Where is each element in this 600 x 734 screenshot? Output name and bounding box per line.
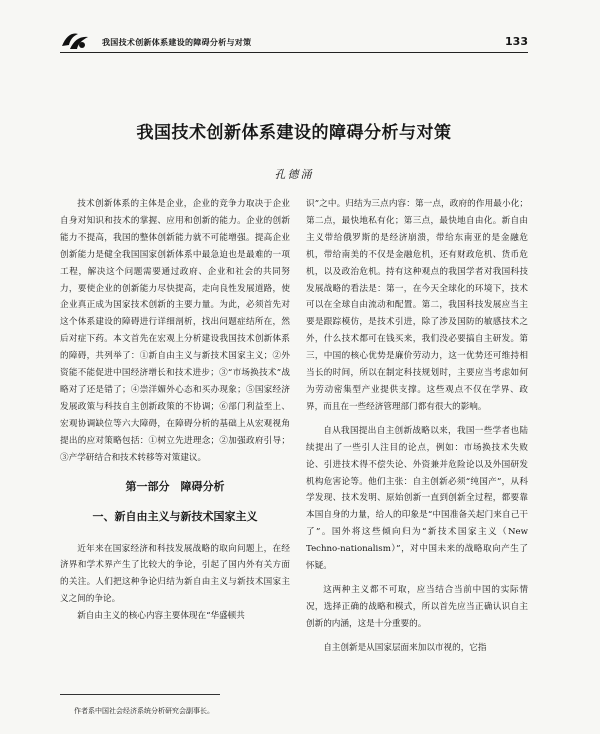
body-paragraph: 近年来在国家经济和科技发展战略的取向问题上，在经济界和学术界产生了比较大的争论，引起了国内外有关方面的关注。人们把这种争论归结为新自由主义与新技术国家主义之间的争论。 [60, 543, 290, 605]
running-title: 我国技术创新体系建设的障碍分析与对策 [102, 38, 252, 47]
running-header [60, 30, 528, 52]
part-heading: 第一部分 障碍分析 [125, 479, 225, 493]
header-rule [60, 52, 528, 53]
body-paragraph: 新自由主义的核心内容主要体现在“华盛顿共 [77, 611, 245, 622]
right-column [306, 196, 528, 657]
article-title: 我国技术创新体系建设的障碍分析与对策 [136, 123, 452, 143]
author-footnote: 作者系中国社会经济系统分析研究会副事长。 [74, 707, 214, 715]
body-paragraph: 这两种主义都不可取，应当结合当前中国的实际情况，选择正确的战略和模式，所以首先应当正确认识自主创新的内涵，这是十分重要的。 [306, 584, 528, 629]
journal-logo-icon [60, 30, 90, 52]
article-author: 孔德涌 [274, 168, 314, 181]
footnote-rule [60, 694, 220, 695]
body-paragraph: 识”之中。归结为三点内容：第一点，政府的作用最小化；第二点，最快地私有化；第三点，最快地自由化。新自由主义带给俄罗斯的是经济崩溃，带给东南亚的是金融危机，带给南美的不仅是金融危机，还有财政危机、货币危机，以及政治危机。持有这种观点的我国学者对我国科技发展战略的看法是：第一，在今天全球化的环境下，技术可以在全球自由流动和配置。第二，我国科技发展应当主要是跟踪模仿，是技术引进，除了涉及国防的敏感技术之外，什么技术都可在钱买来，我们没必要搞自主研发。第三，中国的核心优势是廉价劳动力，这一优势还可维持相当长的时间，所以在制定科技规划时，主要应当考虑如何为劳动密集型产业提供支撑。这些观点不仅在学界、政界，而且在一些经济管理部门都有很大的影响。 [306, 199, 528, 412]
body-paragraph: 自主创新是从国家层面来加以市视的，它指 [323, 642, 487, 653]
left-column [60, 196, 290, 625]
section-heading: 一、新自由主义与新技术国家主义 [92, 509, 258, 523]
intro-paragraph: 技术创新体系的主体是企业，企业的竞争力取决于企业自身对知识和技术的掌握、应用和创新的能力。企业的创新能力不提高，我国的整体创新能力就不可能增强。提高企业创新能力是健全我国国家创新体系中最急迫也是最难的一项工程，解决这个问题需要通过政府、企业和社会的共同努力，要使企业的创新能力尽快提高，走向良性发展道路，使企业真正成为国家技术创新的主要力量。为此，必须首先对这个体系建设的障碍进行详细剖析，找出问题症结所在，然后对症下药。本文首先在宏观上分析建设我国技术创新体系的障碍，共列举了：①新自由主义与新技术国家主义；②外资能不能促进中国经济增长和技术进步；③“市场换技术”战略对了还是错了；④崇洋媚外心态和买办现象；⑤国家经济发展政策与科技自主创新政策的不协调；⑥部门利益至上、宏观协调缺位等六大障碍，在障碍分析的基础上从宏观视角提出的应对策略包括：①树立先进理念；②加强政府引导；③产学研结合和技术转移等对策建议。 [60, 199, 290, 463]
body-paragraph: 自从我国提出自主创新战略以来，我国一些学者也陆续提出了一些引人注目的论点，例如：市场换技术失败论、引进技术得不偿失论、外资兼并危险论以及外国研发机构危害论等。他们主张：自主创新必须“纯国产”，从科学发现、技术发明、原始创新一直到创新全过程，都要靠本国自身的力量，给人的印象是“中国准备关起门来自己干了”。国外将这些倾向归为“新技术国家主义（New Techno-nationalism）”，对中国未来的战略取向产生了怀疑。 [306, 425, 528, 572]
page-number: 133 [505, 35, 528, 48]
